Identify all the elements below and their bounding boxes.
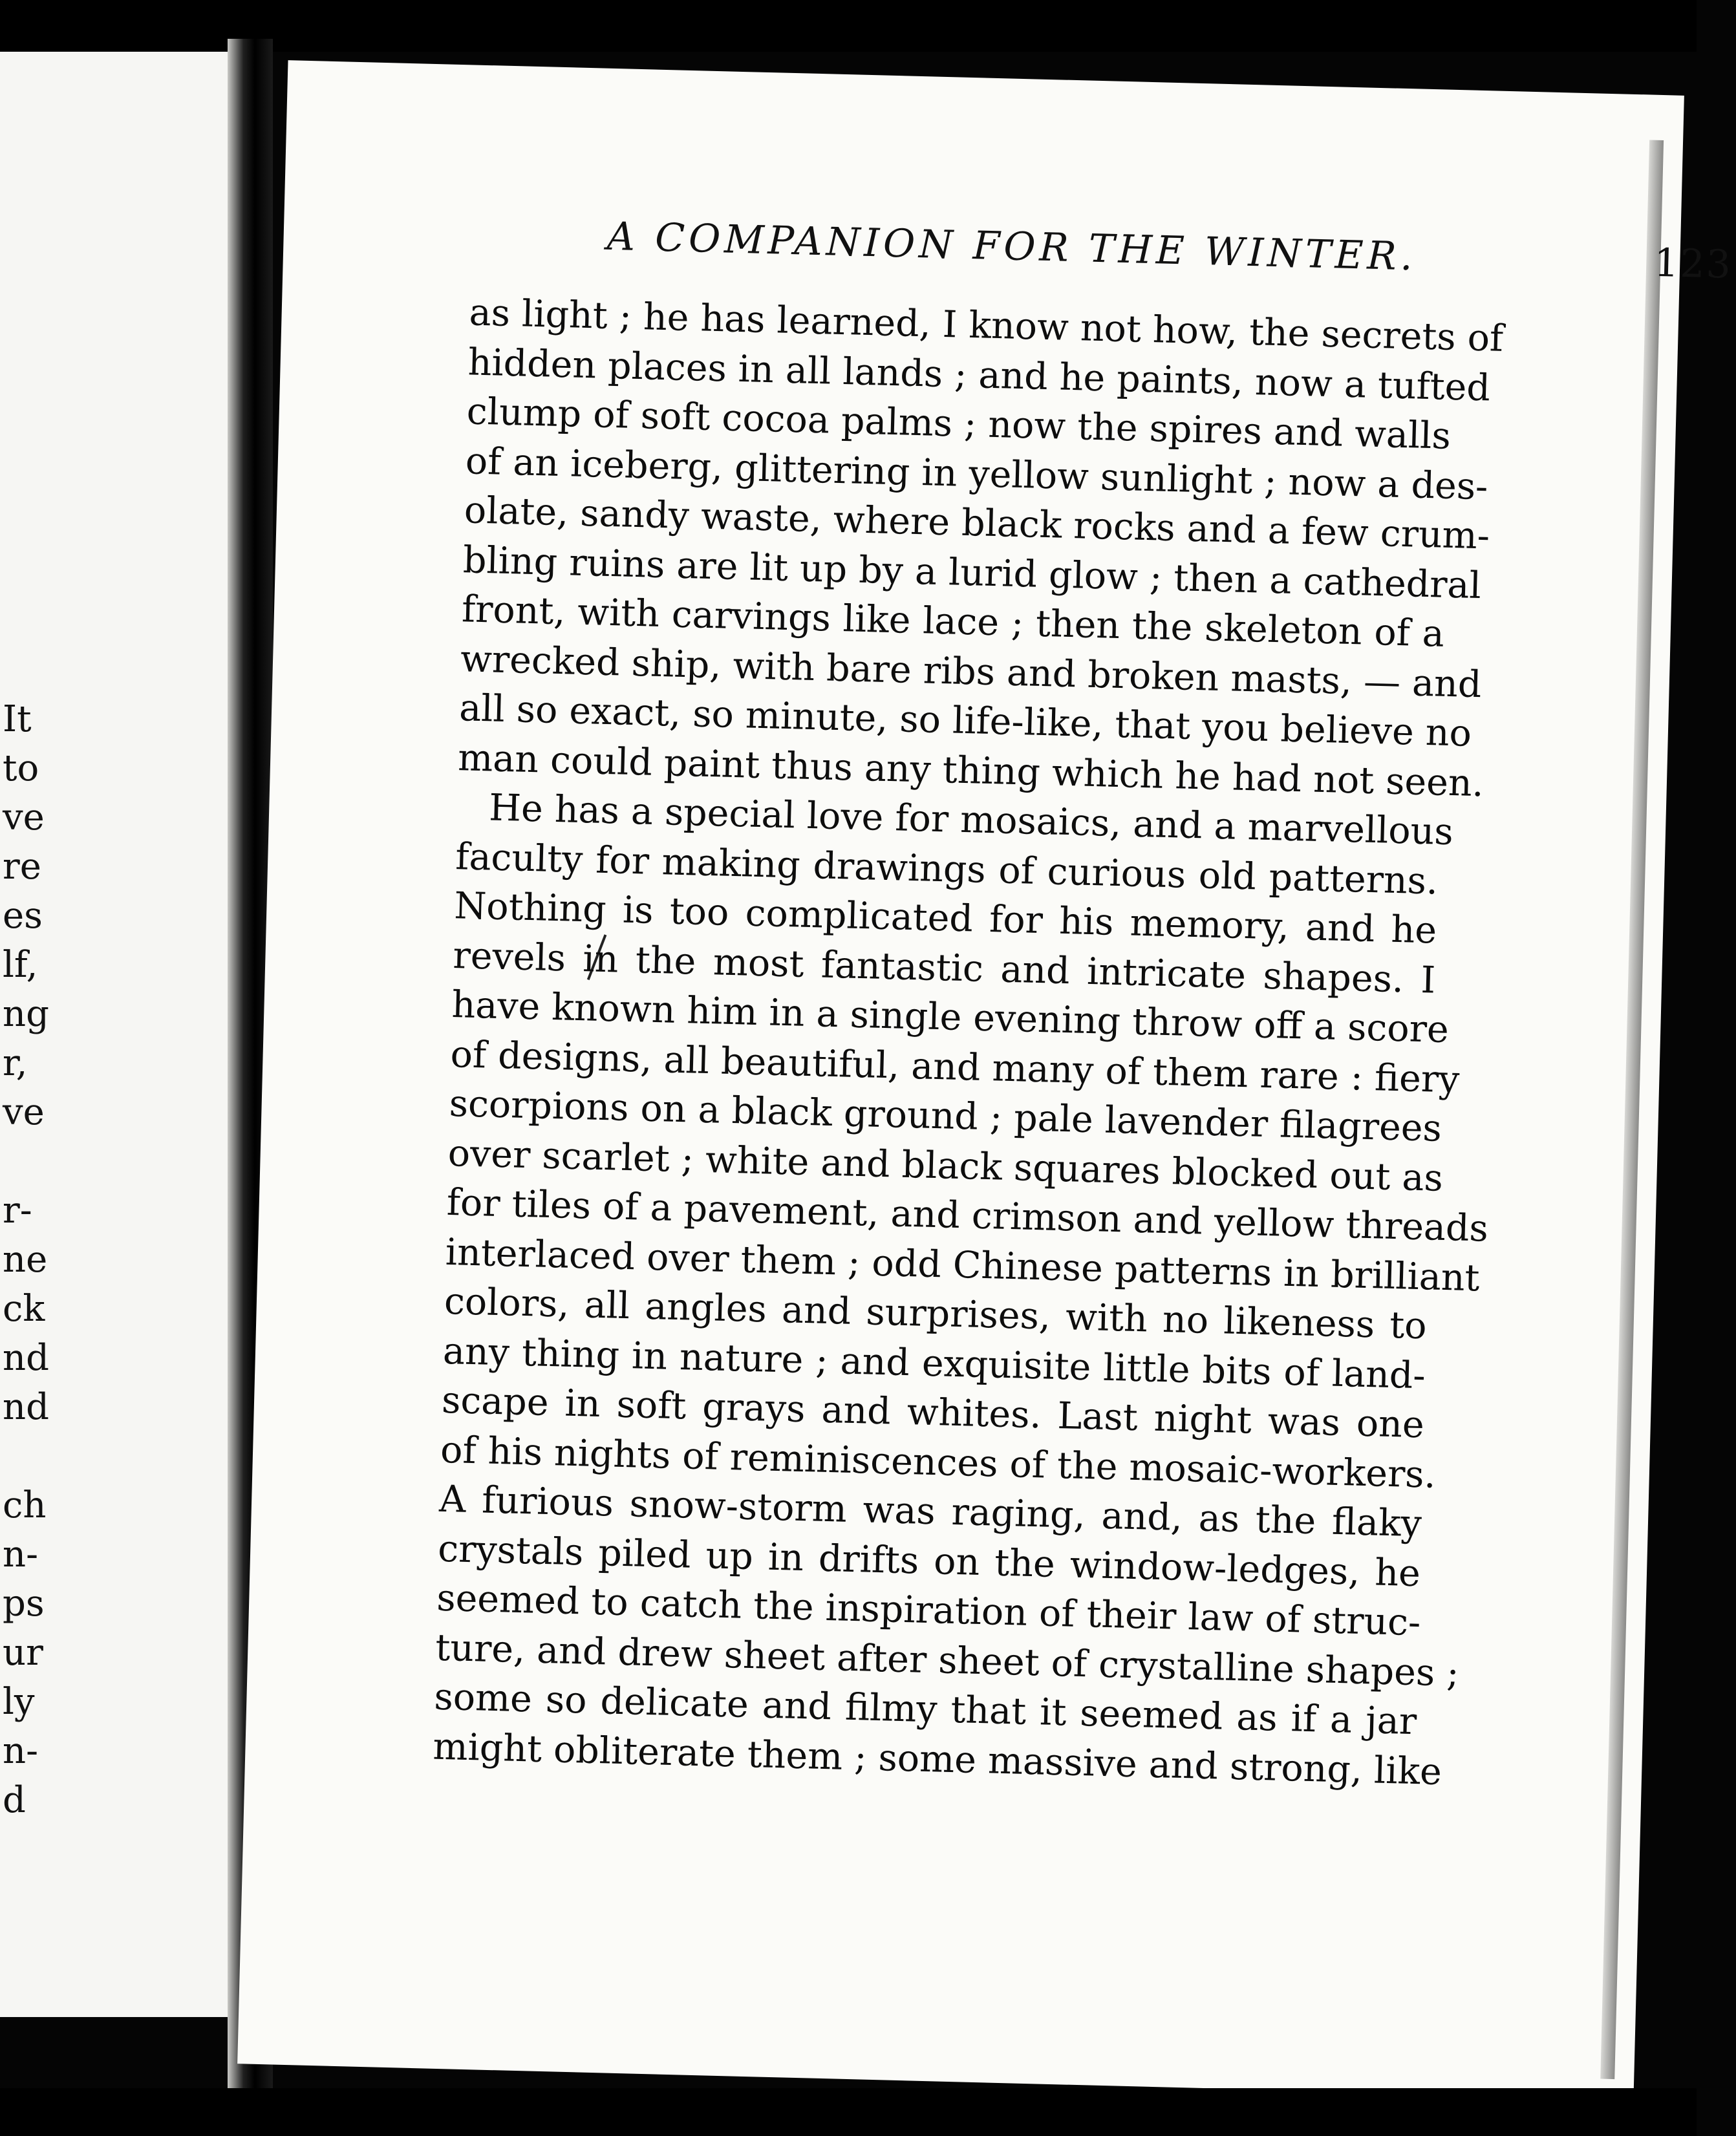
previous-page-fragment: ch xyxy=(3,1484,47,1526)
previous-page-fragment: ve xyxy=(3,1091,45,1133)
text-line: of his nights of reminiscences of the mosaic-workers. xyxy=(440,1428,1437,1497)
text-line: revels in the most fantastic and intricate shapes. I xyxy=(452,934,1436,1002)
running-head xyxy=(606,213,1733,288)
text-line: crystals piled up in drifts on the window-ledges, he xyxy=(437,1527,1421,1595)
text-line: front, with carvings like lace ; then the skeleton of a xyxy=(461,588,1445,656)
text-line: as light ; he has learned, I know not how, the secrets of xyxy=(468,291,1504,360)
previous-page-fragment: ng xyxy=(3,993,49,1035)
text-line: olate, sandy waste, where black rocks and a few crum- xyxy=(464,489,1490,558)
previous-page-fragment: n- xyxy=(3,1533,38,1575)
previous-page-fragment: It xyxy=(3,698,32,740)
previous-page-fragment: d xyxy=(3,1779,26,1821)
previous-page-fragment: nd xyxy=(3,1386,49,1428)
page-edge-shadow xyxy=(1600,140,1664,2079)
text-line: colors, all angles and surprises, with no likeness to xyxy=(444,1279,1428,1348)
text-line: any thing in nature ; and exquisite little bits of land- xyxy=(442,1329,1426,1397)
scan-border-bottom xyxy=(0,2088,1697,2136)
text-line: for tiles of a pavement, and crimson and yellow threads xyxy=(446,1180,1489,1250)
previous-page-fragment: r, xyxy=(3,1042,28,1084)
previous-page-fragment: lf, xyxy=(3,944,38,986)
previous-page-fragment: r- xyxy=(3,1190,32,1232)
previous-page-fragment: ly xyxy=(3,1681,35,1723)
text-line: scape in soft grays and whites. Last night was one xyxy=(441,1378,1425,1447)
text-line: of an iceberg, glittering in yellow sunlight ; now a des- xyxy=(465,439,1489,508)
previous-page-fragment: n- xyxy=(3,1730,38,1772)
body-text xyxy=(432,288,1504,1796)
text-line: some so delicate and filmy that it seemed as if a jar xyxy=(433,1675,1417,1744)
previous-page-fragment xyxy=(3,1432,80,1481)
text-line: seemed to catch the inspiration of their law of struc- xyxy=(436,1576,1422,1645)
text-line: man could paint thus any thing which he had not seen. xyxy=(457,736,1484,805)
text-line: have known him in a single evening throw off a score xyxy=(451,983,1450,1052)
text-line: ture, and drew sheet after sheet of crystalline shapes ; xyxy=(434,1626,1460,1695)
text-line: over scarlet ; white and black squares blocked out as xyxy=(447,1131,1444,1200)
previous-page-line-ends xyxy=(3,695,80,1825)
text-line: scorpions on a black ground ; pale lavender filagrees xyxy=(448,1082,1442,1150)
previous-page-fragment: to xyxy=(3,747,39,789)
text-line: might obliterate them ; some massive and strong, like xyxy=(432,1725,1442,1793)
previous-page-fragment xyxy=(3,1137,80,1186)
text-line: all so exact, so minute, so life-like, that you believe no xyxy=(458,687,1472,755)
previous-page xyxy=(0,52,241,2017)
previous-page-fragment: ve xyxy=(3,796,45,838)
book-page xyxy=(237,60,1733,2099)
previous-page-fragment: ne xyxy=(3,1239,48,1281)
previous-page-fragment: nd xyxy=(3,1337,49,1379)
text-line: interlaced over them ; odd Chinese patterns in brilliant xyxy=(445,1230,1481,1299)
running-head-title: A COMPANION FOR THE WINTER. xyxy=(606,213,1417,280)
text-line: bling ruins are lit up by a lurid glow ; then a cathedral xyxy=(462,538,1482,607)
page-number: 123 xyxy=(1653,240,1733,288)
text-line: A furious snow-storm was raging, and, as the flaky xyxy=(438,1477,1422,1546)
previous-page-fragment: es xyxy=(3,895,43,937)
previous-page-fragment: ur xyxy=(3,1632,43,1674)
text-line: of designs, all beautiful, and many of them rare : fiery xyxy=(449,1032,1461,1102)
text-line: wrecked ship, with bare ribs and broken masts, — and xyxy=(460,637,1483,706)
paragraph-first-line: He has a special love for mosaics, and a marvellous xyxy=(488,786,1454,854)
previous-page-fragment: ps xyxy=(3,1583,45,1625)
text-line: Nothing is too complicated for his memory, and he xyxy=(453,884,1437,952)
text-line: clump of soft cocoa palms ; now the spires and walls xyxy=(466,390,1452,458)
previous-page-fragment: re xyxy=(3,846,41,888)
text-line: hidden places in all lands ; and he paints, now a tufted xyxy=(467,340,1491,409)
text-line: faculty for making drawings of curious old patterns. xyxy=(455,835,1439,903)
previous-page-fragment: ck xyxy=(3,1288,45,1330)
